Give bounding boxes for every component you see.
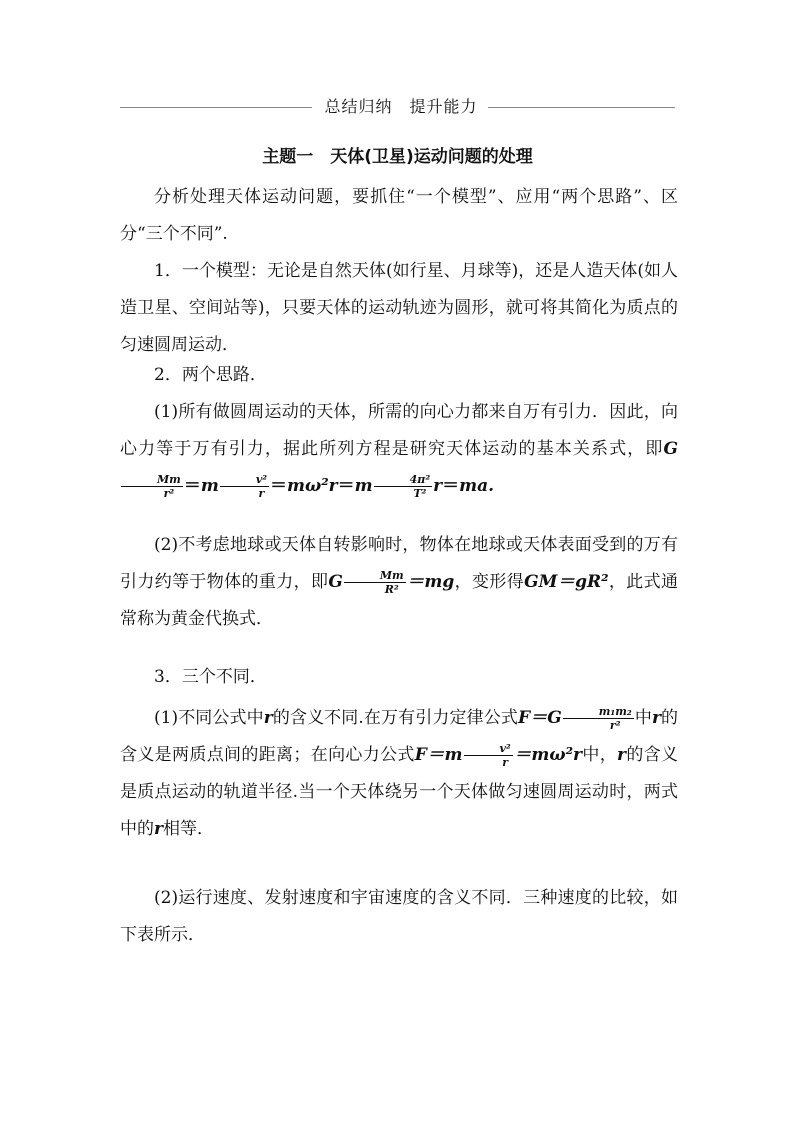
gravity-weight-formula: G $\frac{Mm}{\text{R²}}$ ＝mg <box>328 569 455 596</box>
point2-sub1-text: (1)所有做圆周运动的天体，所需的向心力都来自万有引力．因此，向心力等于万有引力，据此所列方程是研究天体运动的基本关系式，即 <box>120 402 678 459</box>
fraction-v2-r-2: $\frac{\text{v²}}{r}$ <box>464 742 513 769</box>
gravitation-law-formula: F＝G $\frac{\text{m₁m₂}}{\text{r²}}$ <box>517 705 632 732</box>
centripetal-force-formula: F＝m $\frac{\text{v²}}{r}$ ＝mω²r <box>414 742 583 769</box>
fraction-Mm-R2: $\frac{Mm}{\text{R²}}$ <box>344 569 406 596</box>
intro-paragraph: 分析处理天体运动问题，要抓住“一个模型”、应用“两个思路”、区分“三个不同”. <box>120 187 678 244</box>
point1-paragraph: 1．一个模型：无论是自然天体(如行星、月球等)，还是人造天体(如人造卫星、空间站等)，只要天体的运动轨迹为圆形，就可将其简化为质点的匀速圆周运动． <box>120 261 678 355</box>
fraction-m1m2-r2: $\frac{\text{m₁m₂}}{\text{r²}}$ <box>563 705 634 732</box>
point2-sub2-paragraph: (2)不考虑地球或天体自转影响时，物体在地球或天体表面受到的万有引力约等于物体的重力，即G $\frac{Mm}{\text{R²}}$ ＝mg，变形得GM＝gR²，此式通常称为黄金代换式． <box>120 535 679 629</box>
section-header-label: 总结归纳 提升能力 <box>324 97 478 116</box>
header-rule-left <box>120 107 312 108</box>
point2-heading: 2．两个思路． <box>154 365 267 385</box>
fraction-Mm-r2: $\frac{Mm}{\text{r²}}$ <box>121 473 183 500</box>
golden-substitution-formula: GM＝gR² <box>524 572 609 592</box>
header-rule-right <box>488 107 675 108</box>
basic-relation-formula: G $\frac{Mm}{\text{r²}}$ ＝m $\frac{\text{v²}}{r}$ ＝mω²r＝m $\frac{\text{4π²}}{\text{T²}}$ r＝ma. <box>120 439 678 496</box>
topic-title: 主题一 天体(卫星)运动问题的处理 <box>262 147 533 167</box>
point3-heading: 3．三个不同． <box>154 667 267 687</box>
point3-sub1-paragraph: (1)不同公式中r的含义不同.在万有引力定律公式F＝G $\frac{\text{m₁m₂}}{\text{r²}}$ 中r的含义是两质点间的距离；在向心力公式F＝m $\frac{\text{v²}}{r}$ ＝mω²r中，r的含义是质点运动的轨道半径.当一个天体绕另一个天体做匀速圆周运动时，两式中的r相等． <box>120 705 679 839</box>
point2-sub1-paragraph <box>120 394 678 505</box>
fraction-4pi2-T2: $\frac{\text{4π²}}{\text{T²}}$ <box>374 473 433 500</box>
fraction-v2-r: $\frac{\text{v²}}{r}$ <box>220 473 269 500</box>
section-header <box>120 96 675 120</box>
point3-sub2-paragraph: (2)运行速度、发射速度和宇宙速度的含义不同．三种速度的比较，如下表所示． <box>120 888 678 945</box>
